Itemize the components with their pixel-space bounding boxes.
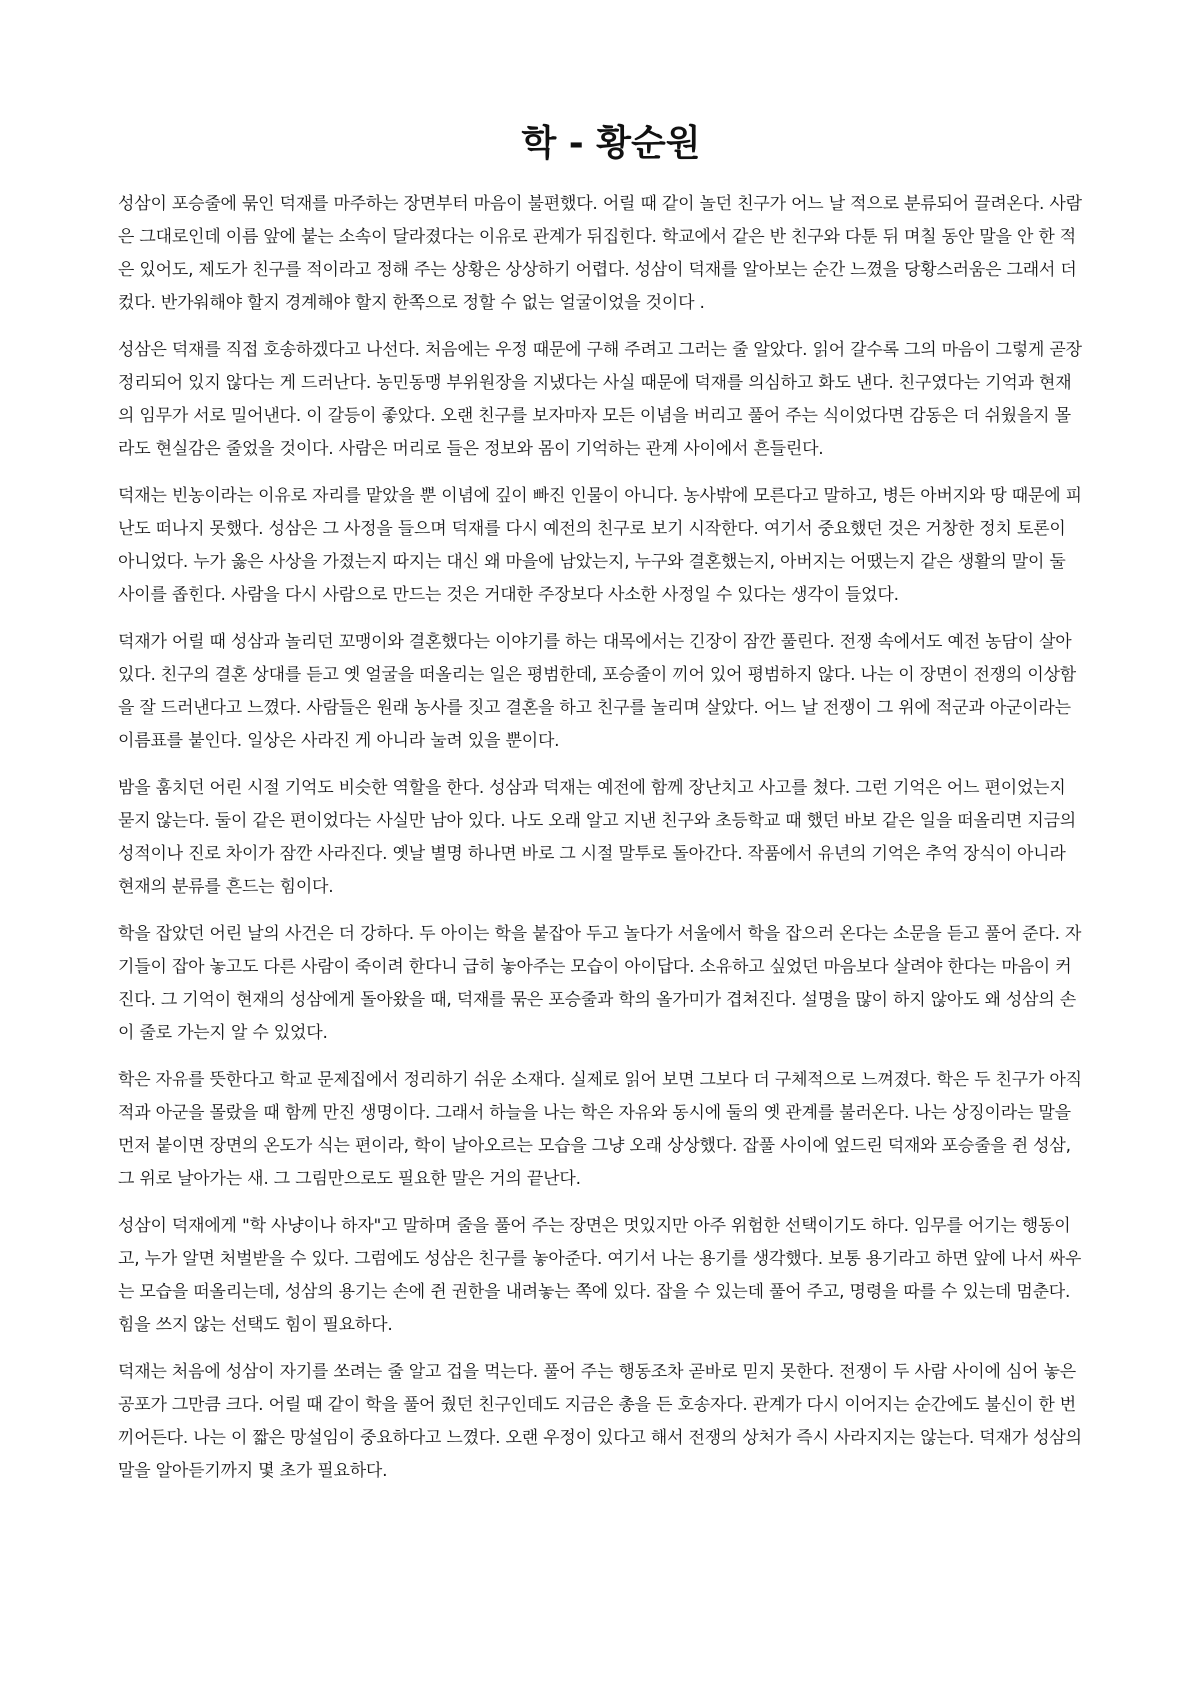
paragraph-3: 덕재는 빈농이라는 이유로 자리를 맡았을 뿐 이념에 깊이 빠진 인물이 아니다. 농사밖에 모른다고 말하고, 병든 아버지와 땅 때문에 피난도 떠나지 못했다. 성삼은 그 사정을 들으며 덕재를 다시 예전의 친구로 보기 시작한다. 여기서 중요했던 것은 거창한 정치 토론이 아니었다. 누가 옳은 사상을 가졌는지 따지는 대신 왜 마을에 남았는지, 누구와 결혼했는지, 아버지는 어땠는지 같은 생활의 말이 둘 사이를 좁힌다. 사람을 다시 사람으로 만드는 것은 거대한 주장보다 사소한 사정일 수 있다는 생각이 들었다. bbox=[118, 486, 1082, 605]
paragraph-9: 덕재는 처음에 성삼이 자기를 쏘려는 줄 알고 겁을 먹는다. 풀어 주는 행동조차 곧바로 믿지 못한다. 전쟁이 두 사람 사이에 심어 놓은 공포가 그만큼 크다. 어릴 때 같이 학을 풀어 줬던 친구인데도 지금은 총을 든 호송자다. 관계가 다시 이어지는 순간에도 불신이 한 번 끼어든다. 나는 이 짧은 망설임이 중요하다고 느꼈다. 오랜 우정이 있다고 해서 전쟁의 상처가 즉시 사라지지는 않는다. 덕재가 성삼의 말을 알아듣기까지 몇 초가 필요하다. bbox=[118, 1362, 1082, 1481]
paragraph-1: 성삼이 포승줄에 묶인 덕재를 마주하는 장면부터 마음이 불편했다. 어릴 때 같이 놀던 친구가 어느 날 적으로 분류되어 끌려온다. 사람은 그대로인데 이름 앞에 붙는 소속이 달라졌다는 이유로 관계가 뒤집힌다. 학교에서 같은 반 친구와 다툰 뒤 며칠 동안 말을 안 한 적은 있어도, 제도가 친구를 적이라고 정해 주는 상황은 상상하기 어렵다. 성삼이 덕재를 알아보는 순간 느꼈을 당황스러움은 그래서 더 컸다. 반가워해야 할지 경계해야 할지 한쪽으로 정할 수 없는 얼굴이었을 것이다 . bbox=[118, 194, 1082, 313]
paragraph-4: 덕재가 어릴 때 성삼과 놀리던 꼬맹이와 결혼했다는 이야기를 하는 대목에서는 긴장이 잠깐 풀린다. 전쟁 속에서도 예전 농담이 살아 있다. 친구의 결혼 상대를 듣고 옛 얼굴을 떠올리는 일은 평범한데, 포승줄이 끼어 있어 평범하지 않다. 나는 이 장면이 전쟁의 이상함을 잘 드러낸다고 느꼈다. 사람들은 원래 농사를 짓고 결혼을 하고 친구를 놀리며 살았다. 어느 날 전쟁이 그 위에 적군과 아군이라는 이름표를 붙인다. 일상은 사라진 게 아니라 눌려 있을 뿐이다. bbox=[118, 632, 1077, 751]
paragraph-2: 성삼은 덕재를 직접 호송하겠다고 나선다. 처음에는 우정 때문에 구해 주려고 그러는 줄 알았다. 읽어 갈수록 그의 마음이 그렇게 곧장 정리되어 있지 않다는 게 드러난다. 농민동맹 부위원장을 지냈다는 사실 때문에 덕재를 의심하고 화도 낸다. 친구였다는 기억과 현재의 임무가 서로 밀어낸다. 이 갈등이 좋았다. 오랜 친구를 보자마자 모든 이념을 버리고 풀어 주는 식이었다면 감동은 더 쉬웠을지 몰라도 현실감은 줄었을 것이다. 사람은 머리로 들은 정보와 몸이 기억하는 관계 사이에서 흔들린다. bbox=[118, 340, 1082, 459]
essay-body bbox=[118, 188, 1084, 1488]
document-title: 학 - 황순원 bbox=[521, 123, 701, 164]
paragraph-8: 성삼이 덕재에게 "학 사냥이나 하자"고 말하며 줄을 풀어 주는 장면은 멋있지만 아주 위험한 선택이기도 하다. 임무를 어기는 행동이고, 누가 알면 처벌받을 수 있다. 그럼에도 성삼은 친구를 놓아준다. 여기서 나는 용기를 생각했다. 보통 용기라고 하면 앞에 나서 싸우는 모습을 떠올리는데, 성삼의 용기는 손에 쥔 권한을 내려놓는 쪽에 있다. 잡을 수 있는데 풀어 주고, 명령을 따를 수 있는데 멈춘다. 힘을 쓰지 않는 선택도 힘이 필요하다. bbox=[118, 1216, 1082, 1335]
paragraph-5: 밤을 훔치던 어린 시절 기억도 비슷한 역할을 한다. 성삼과 덕재는 예전에 함께 장난치고 사고를 쳤다. 그런 기억은 어느 편이었는지 묻지 않는다. 둘이 같은 편이었다는 사실만 남아 있다. 나도 오래 알고 지낸 친구와 초등학교 때 했던 바보 같은 일을 떠올리면 지금의 성적이나 진로 차이가 잠깐 사라진다. 옛날 별명 하나면 바로 그 시절 말투로 돌아간다. 작품에서 유년의 기억은 추억 장식이 아니라 현재의 분류를 흔드는 힘이다. bbox=[118, 778, 1077, 897]
paragraph-7: 학은 자유를 뜻한다고 학교 문제집에서 정리하기 쉬운 소재다. 실제로 읽어 보면 그보다 더 구체적으로 느껴졌다. 학은 두 친구가 아직 적과 아군을 몰랐을 때 함께 만진 생명이다. 그래서 하늘을 나는 학은 자유와 동시에 둘의 옛 관계를 불러온다. 나는 상징이라는 말을 먼저 붙이면 장면의 온도가 식는 편이라, 학이 날아오르는 모습을 그냥 오래 상상했다. 잡풀 사이에 엎드린 덕재와 포승줄을 쥔 성삼, 그 위로 날아가는 새. 그 그림만으로도 필요한 말은 거의 끝난다. bbox=[118, 1070, 1082, 1189]
paragraph-6: 학을 잡았던 어린 날의 사건은 더 강하다. 두 아이는 학을 붙잡아 두고 놀다가 서울에서 학을 잡으러 온다는 소문을 듣고 풀어 준다. 자기들이 잡아 놓고도 다른 사람이 죽이려 한다니 급히 놓아주는 모습이 아이답다. 소유하고 싶었던 마음보다 살려야 한다는 마음이 커진다. 그 기억이 현재의 성삼에게 돌아왔을 때, 덕재를 묶은 포승줄과 학의 올가미가 겹쳐진다. 설명을 많이 하지 않아도 왜 성삼의 손이 줄로 가는지 알 수 있었다. bbox=[118, 924, 1082, 1043]
